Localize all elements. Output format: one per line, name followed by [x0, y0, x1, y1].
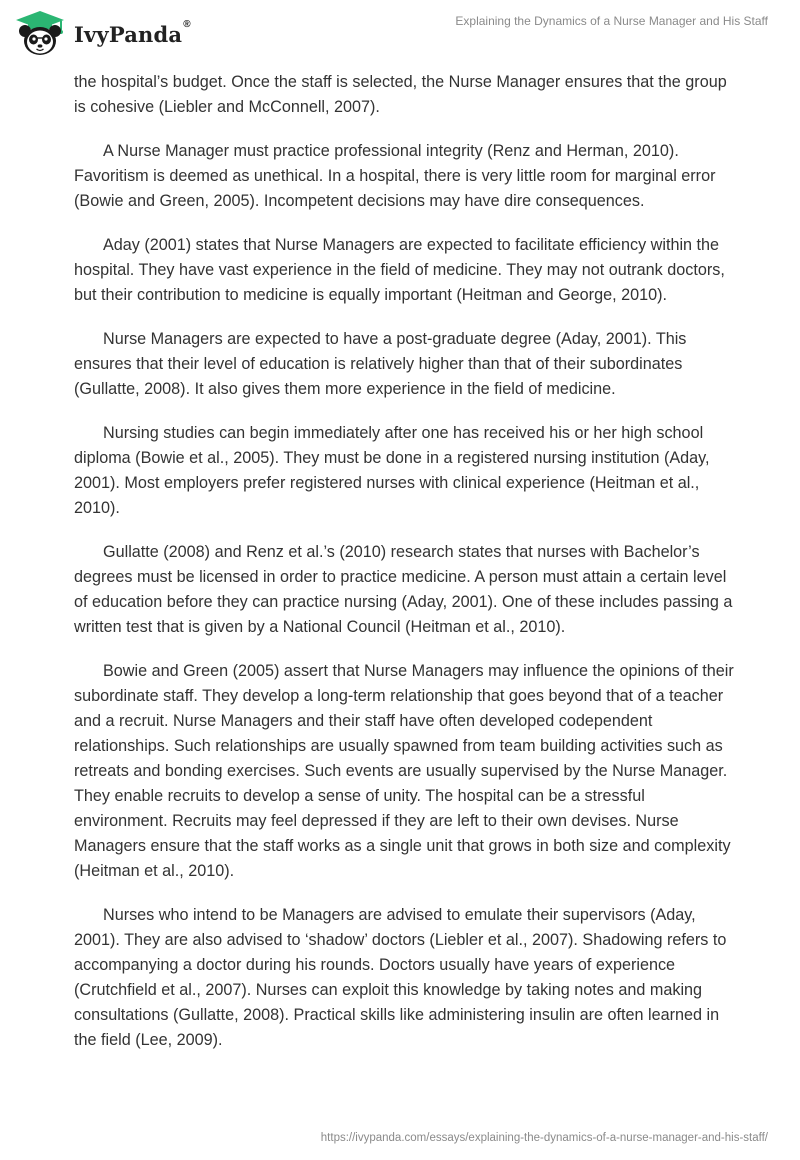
source-url[interactable]: https://ivypanda.com/essays/explaining-the-dynamics-of-a-nurse-manager-and-his-staff/	[320, 1132, 768, 1144]
paragraph-1: the hospital’s budget. Once the staff is selected, the Nurse Manager ensures that the group is cohesive (Liebler and McConnell, 2007).	[74, 73, 727, 116]
paragraph-3: Aday (2001) states that Nurse Managers are expected to facilitate efficiency within the hospital. They have vast experience in the field of medicine. They may not outrank doctors, but their contribution to medicine is equally important (Heitman and George, 2010).	[74, 236, 725, 304]
paragraph-2: A Nurse Manager must practice professional integrity (Renz and Herman, 2010). Favoritism is deemed as unethical. In a hospital, there is very little room for marginal error (Bowie and Green, 2005). Incompetent decisions may have dire consequences.	[74, 142, 716, 210]
essay-body	[74, 70, 734, 1072]
registered-mark: ®	[183, 18, 191, 30]
panda-graduate-icon	[14, 9, 66, 57]
paragraph-5: Nursing studies can begin immediately after one has received his or her high school diploma (Bowie et al., 2005). They must be done in a registered nursing institution (Aday, 2001). Most employers prefer registered nurses with clinical experience (Heitman et al., 2010).	[74, 424, 710, 517]
document-title: Explaining the Dynamics of a Nurse Manager and His Staff	[455, 14, 768, 28]
ivypanda-logo[interactable]	[14, 9, 191, 57]
page-header	[0, 0, 800, 68]
paragraph-7: Bowie and Green (2005) assert that Nurse Managers may influence the opinions of their subordinate staff. They develop a long-term relationship that goes beyond that of a teacher and a recruit. Nurse Managers and their staff have often developed codependent relationships. Such relationships are usually spawned from team building activities such as retreats and bonding exercises. Such events are usually supervised by the Nurse Manager. They enable recruits to develop a sense of unity. The hospital can be a stressful environment. Recruits may feel depressed if they are left to their own devises. Nurse Managers ensure that the staff works as a single unit that grows in both size and complexity (Heitman et al., 2010).	[74, 662, 734, 880]
brand-name: IvyPanda®	[74, 18, 191, 47]
paragraph-6: Gullatte (2008) and Renz et al.’s (2010) research states that nurses with Bachelor’s degrees must be licensed in order to practice medicine. A person must attain a certain level of education before they can practice nursing (Aday, 2001). One of these includes passing a written test that is given by a National Council (Heitman et al., 2010).	[74, 543, 733, 636]
paragraph-4: Nurse Managers are expected to have a post-graduate degree (Aday, 2001). This ensures that their level of education is relatively higher than that of their subordinates (Gullatte, 2008). It also gives them more experience in the field of medicine.	[74, 330, 687, 398]
paragraph-8: Nurses who intend to be Managers are advised to emulate their supervisors (Aday, 2001). They are also advised to ‘shadow’ doctors (Liebler et al., 2007). Shadowing refers to accompanying a doctor during his rounds. Doctors usually have years of experience (Crutchfield et al., 2007). Nurses can exploit this knowledge by taking notes and making consultations (Gullatte, 2008). Practical skills like administering insulin are often learned in the field (Lee, 2009).	[74, 906, 727, 1049]
